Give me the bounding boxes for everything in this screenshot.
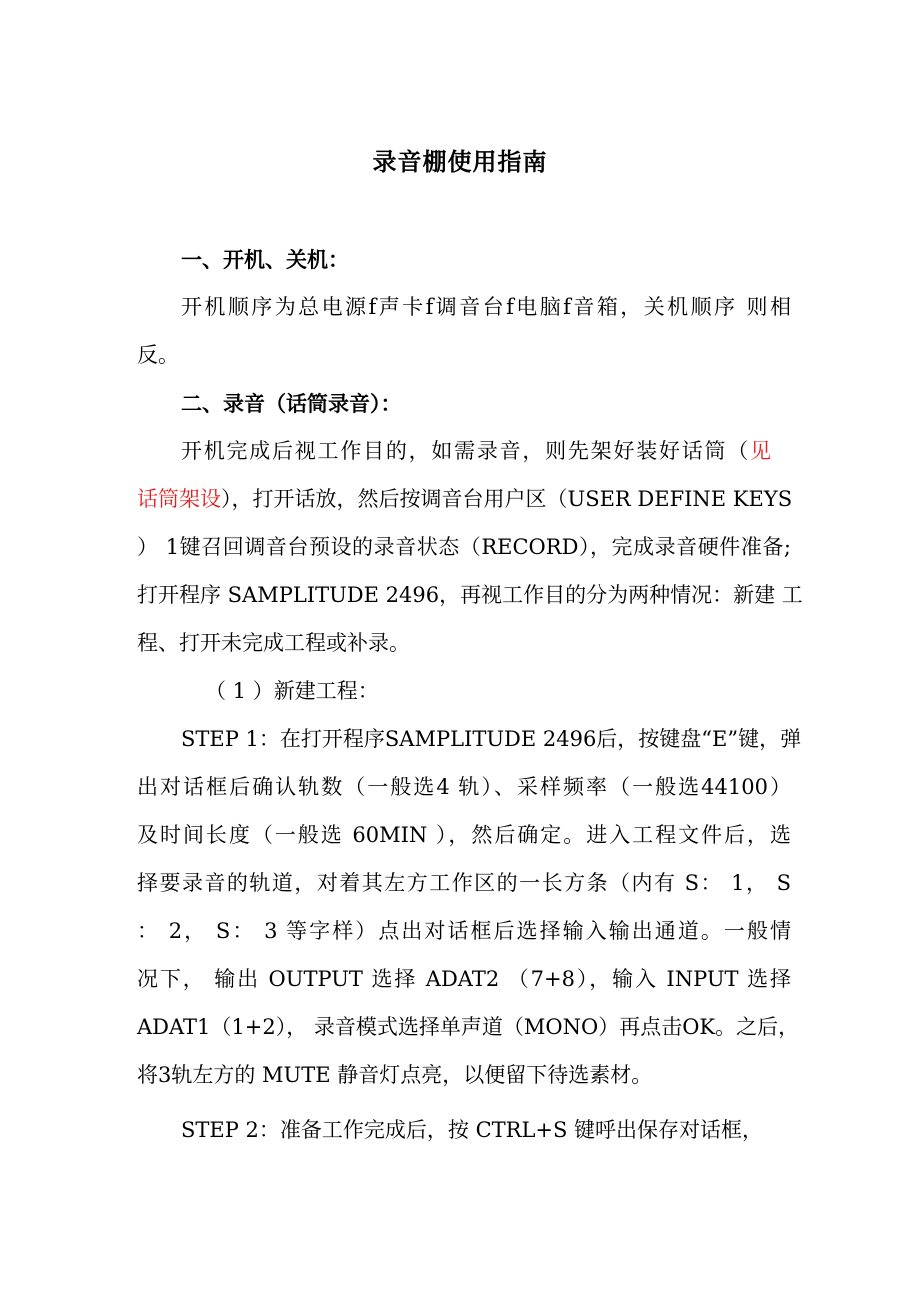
page-title: 录音棚使用指南: [372, 148, 548, 176]
section-heading-power: 一、开机、关机：: [181, 248, 349, 272]
paragraph-text: 开机完成后视工作目的，如需录音，则先架好装好话筒（: [181, 439, 750, 463]
paragraph-line: 反。: [137, 343, 179, 367]
mic-setup-link[interactable]: 见: [750, 439, 771, 463]
step-line: 况下， 输出 OUTPUT 选择 ADAT2 （7+8），输入 INPUT 选择: [137, 967, 791, 991]
step-line: STEP 1：在打开程序SAMPLITUDE 2496后，按键盘“E”键，弹: [181, 727, 802, 751]
step-line: 出对话框后确认轨数（一般选4 轨）、采样频率（一般选44100）: [137, 775, 791, 799]
paragraph-line: 打开程序 SAMPLITUDE 2496，再视工作目的分为两种情况：新建 工: [137, 583, 803, 607]
paragraph-text: ），打开话放，然后按调音台用户区（USER DEFINE KEYS: [221, 487, 793, 511]
step-line: STEP 2：准备工作完成后，按 CTRL+S 键呼出保存对话框，: [181, 1118, 764, 1142]
section-heading-recording: 二、录音（话筒录音）：: [181, 392, 402, 416]
step-line: ： 2， S： 3 等字样）点出对话框后选择输入输出通道。一般情: [137, 919, 791, 943]
paragraph-line: 程、打开未完成工程或补录。: [137, 631, 410, 655]
paragraph-line: ） 1键召回调音台预设的录音状态（RECORD），完成录音硬件准备;: [137, 535, 791, 559]
mic-setup-link[interactable]: 话筒架设: [137, 487, 221, 511]
subsection-heading-new-project: （ 1 ）新建工程：: [205, 679, 379, 703]
paragraph-line: 开机顺序为总电源f声卡f调音台f电脑f音箱，关机顺序 则相: [181, 295, 791, 319]
step-line: 及时间长度（一般选 60MIN ），然后确定。进入工程文件后，选: [137, 823, 791, 847]
step-line: ADAT1（1+2）， 录音模式选择单声道（MONO）再点击OK。之后，: [137, 1015, 800, 1039]
paragraph-line: [137, 484, 791, 514]
paragraph-line: [181, 436, 771, 466]
step-line: 择要录音的轨道，对着其左方工作区的一长方条（内有 S： 1， S: [137, 871, 791, 895]
step-line: 将3轨左方的 MUTE 静音灯点亮，以便留下待选素材。: [137, 1063, 653, 1087]
